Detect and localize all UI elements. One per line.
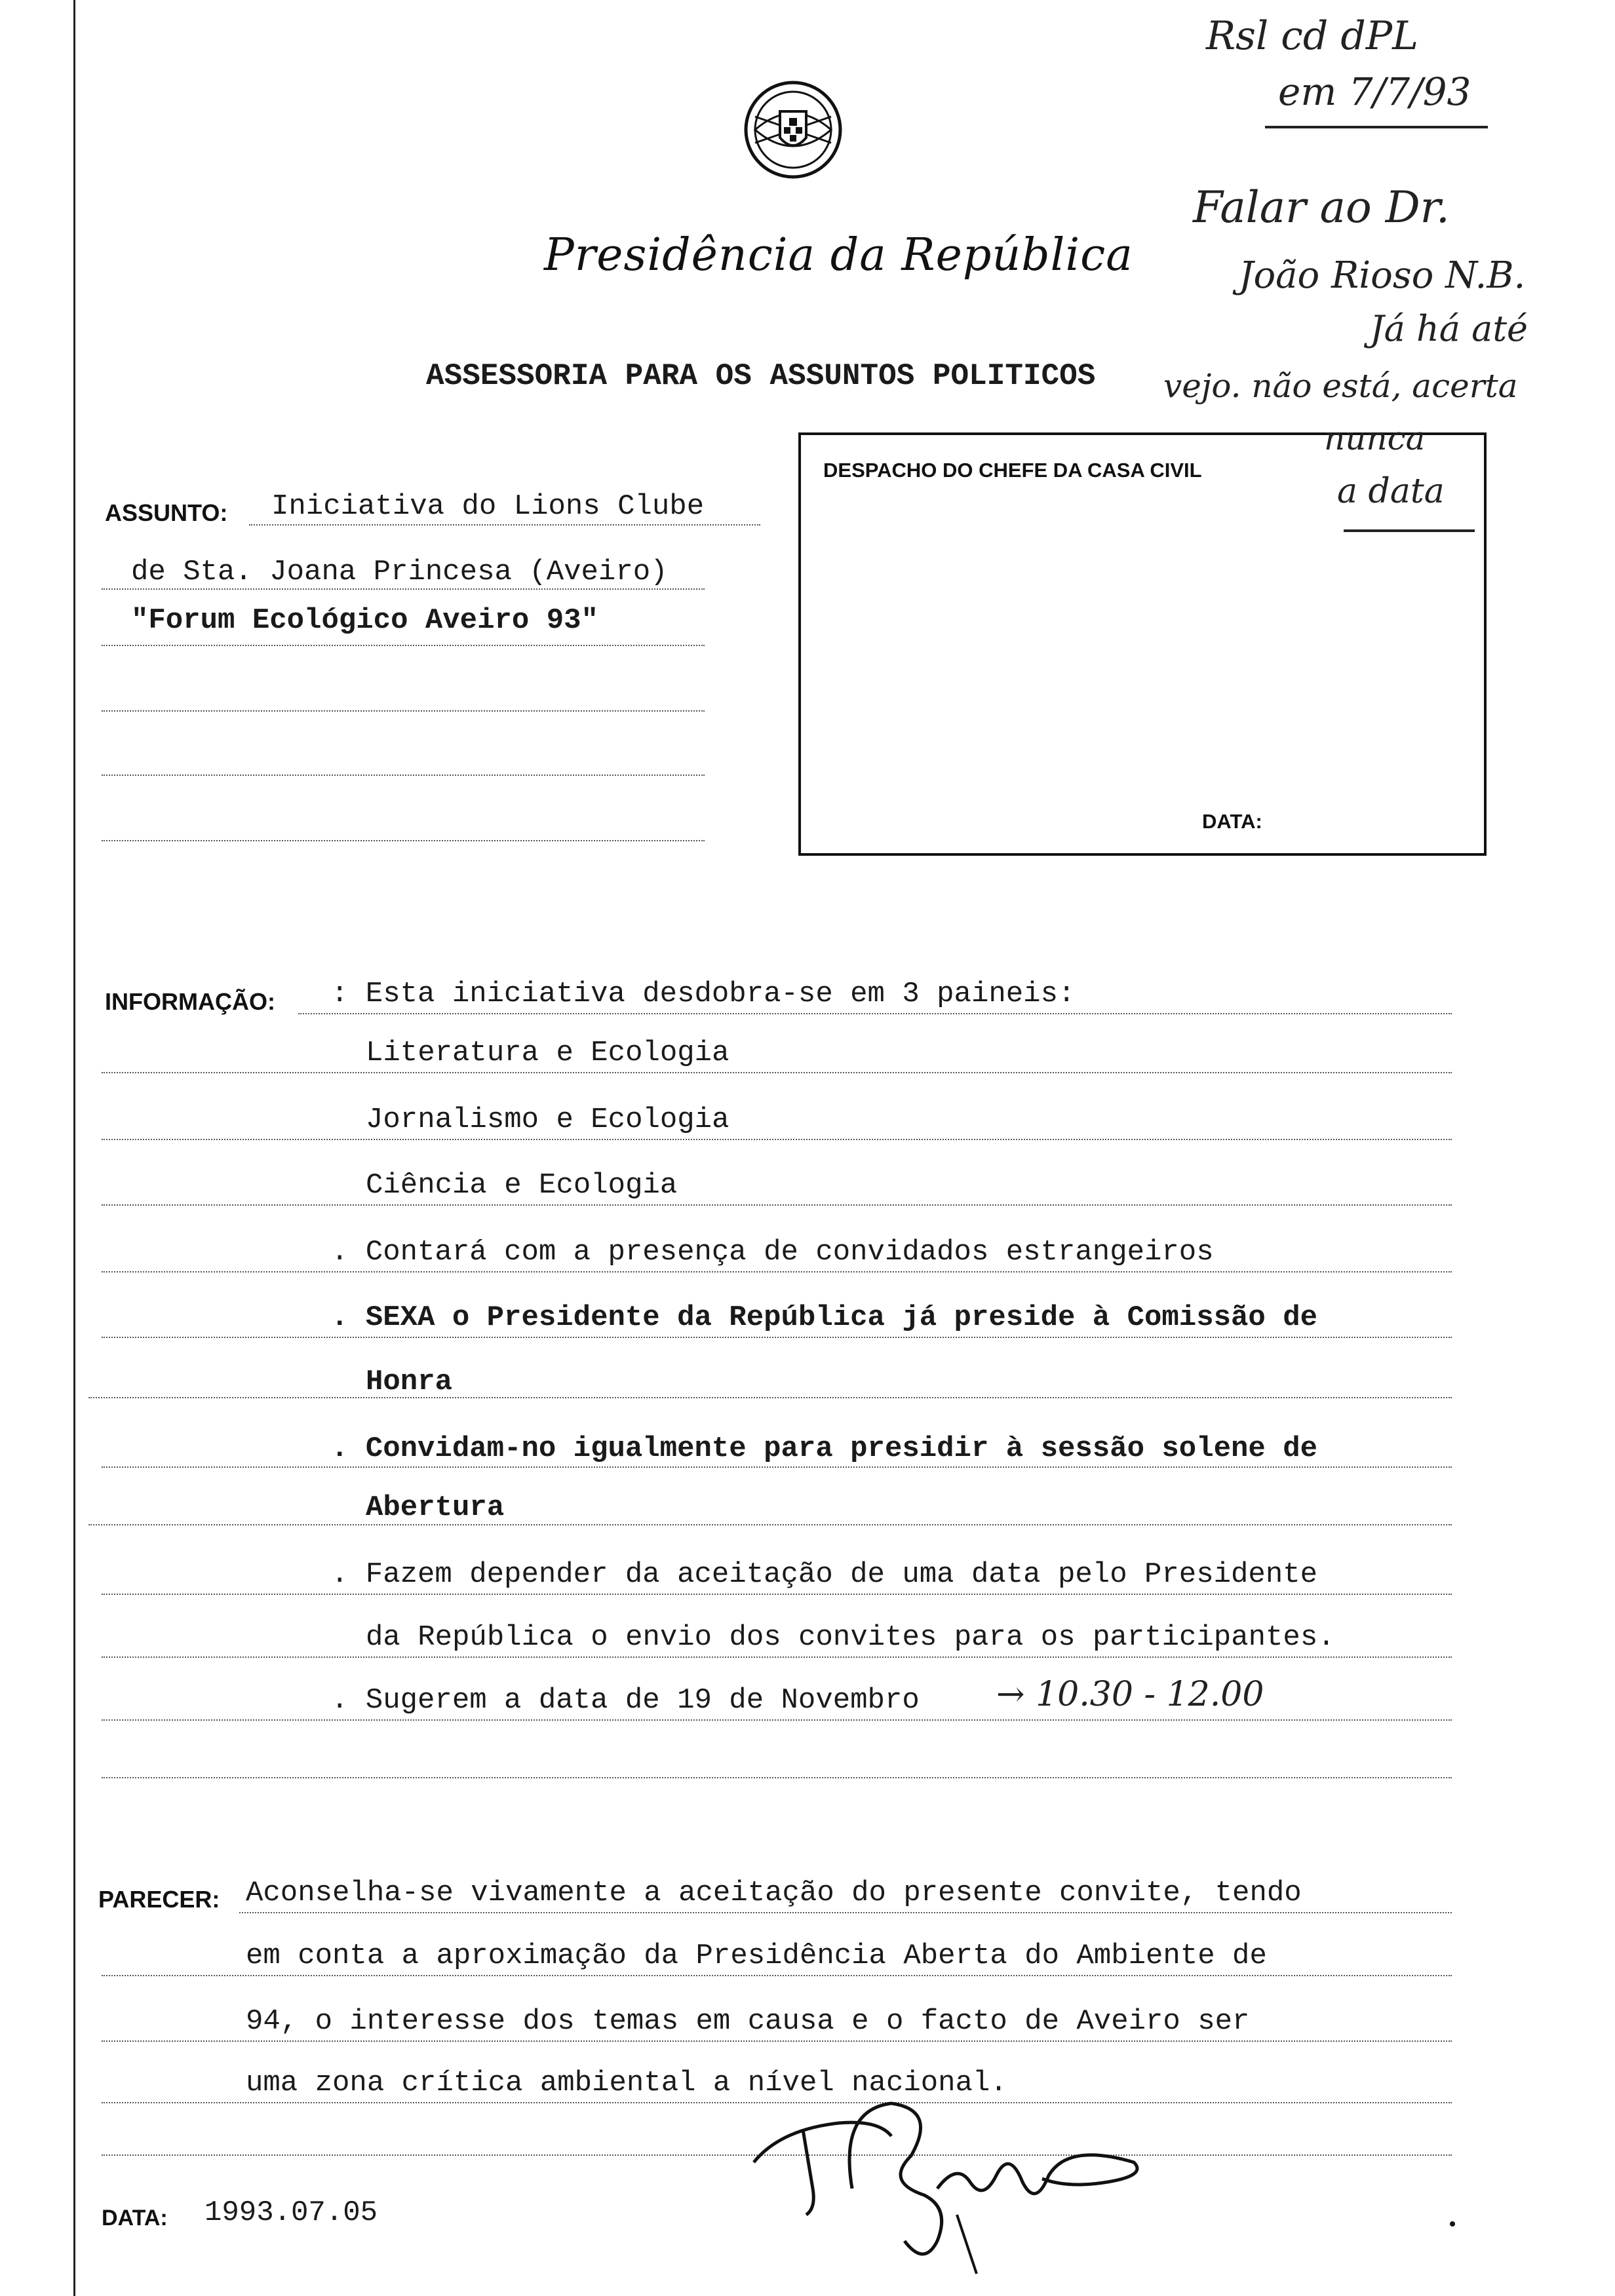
assunto-rule-1 [249,524,760,526]
assunto-rule-2 [102,588,705,590]
informacao-line-10: . Fazem depender da aceitação de uma data pelo Presidente [331,1558,1318,1591]
informacao-rule-10 [102,1594,1452,1595]
institution-title: Presidência da República [544,229,1133,281]
informacao-line-6: . SEXA o Presidente da República já preside à Comissão de [331,1301,1318,1334]
informacao-line-8: . Convidam-no igualmente para presidir à sessão solene de [331,1432,1318,1465]
informacao-rule-4 [102,1204,1452,1206]
assunto-line-1: Iniciativa do Lions Clube [271,490,705,523]
handwritten-note-7: nunca [1324,419,1426,457]
handwritten-underline-2 [1344,529,1475,532]
coat-of-arms-icon [741,77,846,182]
informacao-rule-12 [102,1719,1452,1721]
parecer-rule-1 [239,1912,1452,1913]
informacao-rule-5 [102,1271,1452,1272]
informacao-line-7: Honra [366,1366,453,1398]
informacao-rule-2 [102,1072,1452,1073]
handwritten-note-3: Falar ao Dr. [1193,182,1450,233]
informacao-rule-1 [298,1013,1452,1014]
signature [741,2084,1160,2280]
informacao-line-4: Ciência e Ecologia [366,1169,678,1202]
margin-line [73,0,75,2296]
handwritten-note-4: João Rioso N.B. [1239,254,1526,297]
handwritten-note-6: vejo. não está, acerta [1163,367,1518,405]
informacao-line-1: : Esta iniciativa desdobra-se em 3 paineis: [331,978,1076,1010]
informacao-line-11: da República o envio dos convites para os participantes. [366,1621,1335,1654]
footer-date-value: 1993.07.05 [204,2196,378,2229]
handwritten-note-5: Já há até [1370,308,1528,349]
handwritten-note-1: Rsl cd dPL [1206,13,1418,59]
parecer-line-1: Aconselha-se vivamente a aceitação do presente convite, tendo [246,1877,1302,1909]
parecer-rule-3 [102,2040,1452,2042]
handwritten-time: → 10.30 - 12.00 [996,1675,1264,1714]
parecer-line-3: 94, o interesse dos temas em causa e o facto de Aveiro ser [246,2005,1250,2038]
handwritten-note-8: a data [1337,472,1445,511]
assunto-rule-4 [102,710,705,712]
parecer-line-2: em conta a aproximação da Presidência Aberta do Ambiente de [246,1940,1267,1972]
informacao-label: INFORMAÇÃO: [105,988,275,1015]
informacao-line-9: Abertura [366,1491,505,1524]
parecer-rule-2 [102,1975,1452,1976]
assunto-label: ASSUNTO: [105,499,228,526]
informacao-rule-8 [102,1466,1452,1468]
informacao-line-2: Literatura e Ecologia [366,1037,730,1069]
handwritten-note-2: em 7/7/93 [1278,69,1471,114]
despacho-date-label: DATA: [1202,810,1262,833]
parecer-label: PARECER: [98,1886,220,1913]
informacao-line-12: . Sugerem a data de 19 de Novembro [331,1684,920,1717]
informacao-rule-7 [88,1397,1452,1398]
dot-mark [1450,2221,1455,2227]
informacao-line-5: . Contará com a presença de convidados estrangeiros [331,1236,1214,1269]
assunto-rule-6 [102,840,705,841]
footer-date-label: DATA: [102,2206,168,2230]
informacao-rule-9 [88,1524,1452,1525]
assunto-rule-3 [102,645,705,646]
assunto-line-3: "Forum Ecológico Aveiro 93" [131,604,598,637]
informacao-rule-13 [102,1777,1452,1778]
informacao-rule-6 [102,1337,1452,1338]
parecer-line-4: uma zona crítica ambiental a nível nacional. [246,2067,1007,2099]
informacao-line-3: Jornalismo e Ecologia [366,1103,730,1136]
handwritten-underline-1 [1265,126,1488,128]
informacao-rule-3 [102,1139,1452,1140]
department-heading: ASSESSORIA PARA OS ASSUNTOS POLITICOS [426,359,1096,393]
informacao-rule-11 [102,1656,1452,1658]
assunto-rule-5 [102,775,705,776]
despacho-title: DESPACHO DO CHEFE DA CASA CIVIL [823,459,1202,482]
assunto-line-2: de Sta. Joana Princesa (Aveiro) [131,556,668,588]
